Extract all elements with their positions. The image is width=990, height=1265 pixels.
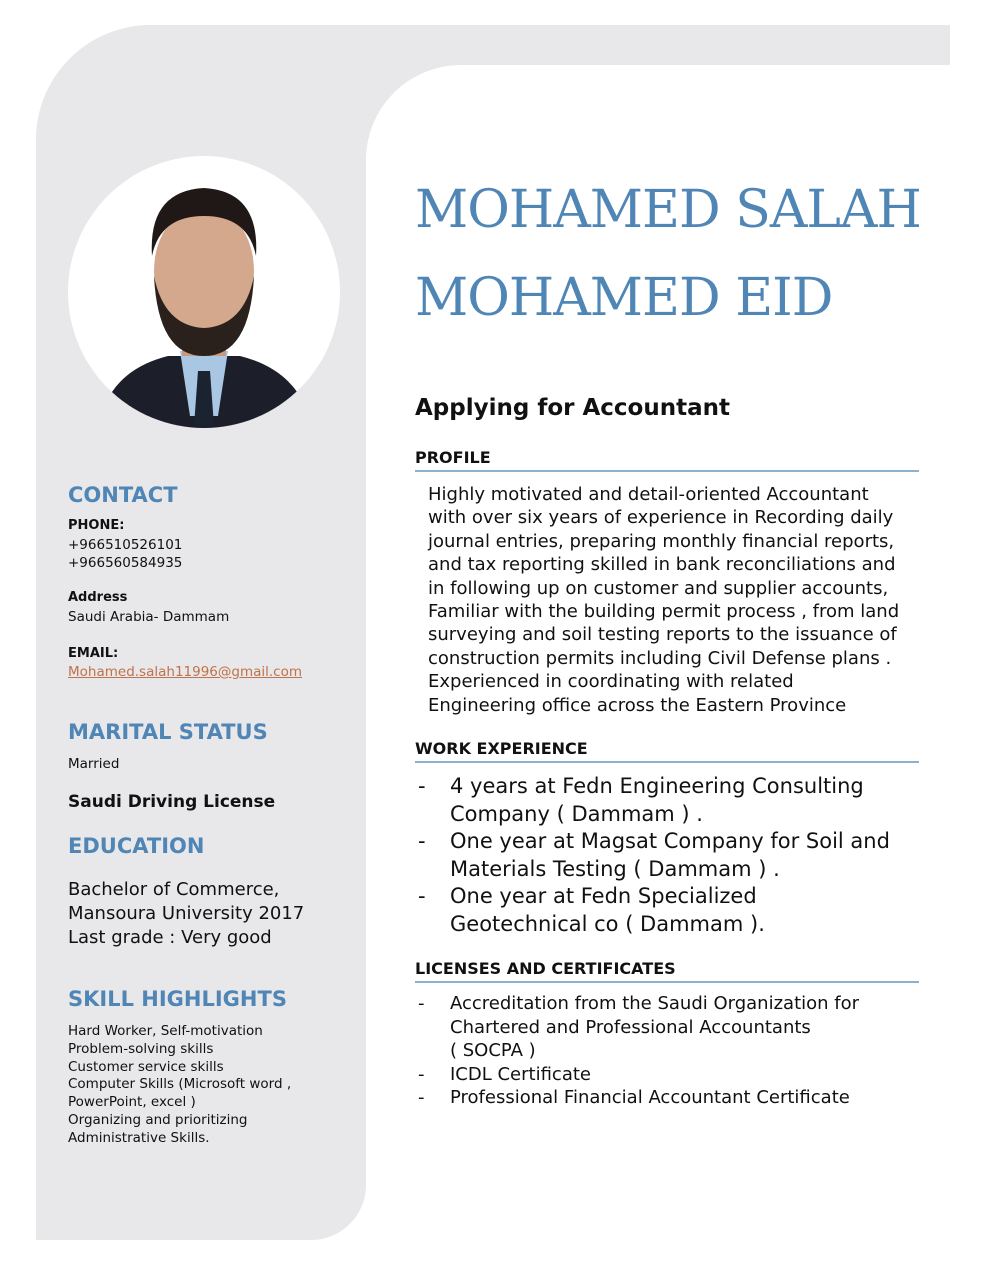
- skill-item: Hard Worker, Self-motivation: [68, 1023, 263, 1039]
- license-text: Saudi Driving License: [68, 792, 276, 812]
- education-line: Mansoura University 2017: [68, 903, 305, 924]
- work-item: [418, 773, 890, 828]
- profile-line: surveying and soil testing reports to the issuance of: [428, 624, 897, 646]
- license-item: [418, 1086, 859, 1110]
- education-text: [68, 878, 304, 950]
- dash-bullet: -: [418, 993, 425, 1014]
- license-line: ( SOCPA ): [450, 1040, 536, 1062]
- work-line: Geotechnical co ( Dammam ).: [450, 911, 765, 936]
- profile-line: and tax reporting skilled in bank reconciliations and: [428, 554, 896, 576]
- work-item: [418, 828, 890, 883]
- marital-value: Married: [68, 756, 120, 772]
- name-line-1: MOHAMED SALAH: [415, 180, 921, 240]
- dash-bullet: -: [418, 774, 426, 798]
- work-line: One year at Fedn Specialized: [450, 884, 757, 908]
- email-link[interactable]: Mohamed.salah11996@gmail.com: [68, 664, 303, 680]
- work-line: One year at Magsat Company for Soil and: [450, 829, 890, 853]
- skill-item: Administrative Skills.: [68, 1129, 210, 1146]
- skill-item: Customer service skills: [68, 1058, 224, 1075]
- email-label: EMAIL:: [68, 646, 119, 661]
- license-line: Accreditation from the Saudi Organization for: [450, 993, 860, 1014]
- skill-item: Computer Skills (Microsoft word ,: [68, 1076, 292, 1093]
- name-line-2: MOHAMED EID: [415, 268, 833, 328]
- work-item: [418, 883, 890, 938]
- profile-text: [428, 483, 899, 717]
- phone-2: +966560584935: [68, 555, 183, 571]
- work-list: [418, 773, 890, 938]
- work-heading: WORK EXPERIENCE: [415, 739, 919, 763]
- address-value: Saudi Arabia- Dammam: [68, 609, 230, 625]
- skills-list: [68, 1023, 291, 1148]
- profile-line: Experienced in coordinating with related: [428, 671, 794, 693]
- skill-item: Problem-solving skills: [68, 1040, 214, 1057]
- dash-bullet: -: [418, 829, 426, 853]
- license-item: [418, 992, 859, 1063]
- work-line: Materials Testing ( Dammam ) .: [450, 856, 780, 881]
- education-line: Last grade : Very good: [68, 927, 272, 948]
- education-heading: EDUCATION: [68, 834, 205, 858]
- profile-heading: PROFILE: [415, 448, 919, 472]
- profile-line: journal entries, preparing monthly financial reports,: [428, 530, 895, 552]
- skill-item: Organizing and prioritizing: [68, 1111, 248, 1128]
- dash-bullet: -: [418, 1063, 425, 1085]
- dash-bullet: -: [418, 884, 426, 908]
- profile-line: in following up on customer and supplier accounts,: [428, 577, 889, 599]
- profile-line: Engineering office across the Eastern Province: [428, 694, 847, 716]
- license-line: Professional Financial Accountant Certificate: [450, 1087, 850, 1109]
- profile-line: construction permits including Civil Defense plans .: [428, 647, 892, 669]
- skill-item: PowerPoint, excel ): [68, 1094, 196, 1111]
- profile-line: Highly motivated and detail-oriented Accountant: [428, 484, 869, 505]
- dash-bullet: -: [418, 1087, 425, 1109]
- profile-photo: [68, 156, 340, 428]
- license-item: [418, 1063, 859, 1087]
- applying-title: Applying for Accountant: [415, 395, 730, 421]
- work-line: 4 years at Fedn Engineering Consulting: [450, 774, 864, 798]
- profile-line: Familiar with the building permit process , from land: [428, 601, 900, 623]
- phone-label: PHONE:: [68, 518, 125, 533]
- profile-line: with over six years of experience in Recording daily: [428, 507, 894, 529]
- marital-heading: MARITAL STATUS: [68, 720, 268, 744]
- skills-heading: SKILL HIGHLIGHTS: [68, 987, 287, 1011]
- address-label: Address: [68, 590, 128, 605]
- education-line: Bachelor of Commerce,: [68, 879, 280, 900]
- work-line: Company ( Dammam ) .: [450, 801, 703, 826]
- license-line: Chartered and Professional Accountants: [450, 1016, 811, 1038]
- license-line: ICDL Certificate: [450, 1063, 591, 1085]
- contact-heading: CONTACT: [68, 483, 178, 507]
- licenses-heading: LICENSES AND CERTIFICATES: [415, 959, 919, 983]
- licenses-list: [418, 992, 859, 1110]
- phone-1: +966510526101: [68, 537, 183, 553]
